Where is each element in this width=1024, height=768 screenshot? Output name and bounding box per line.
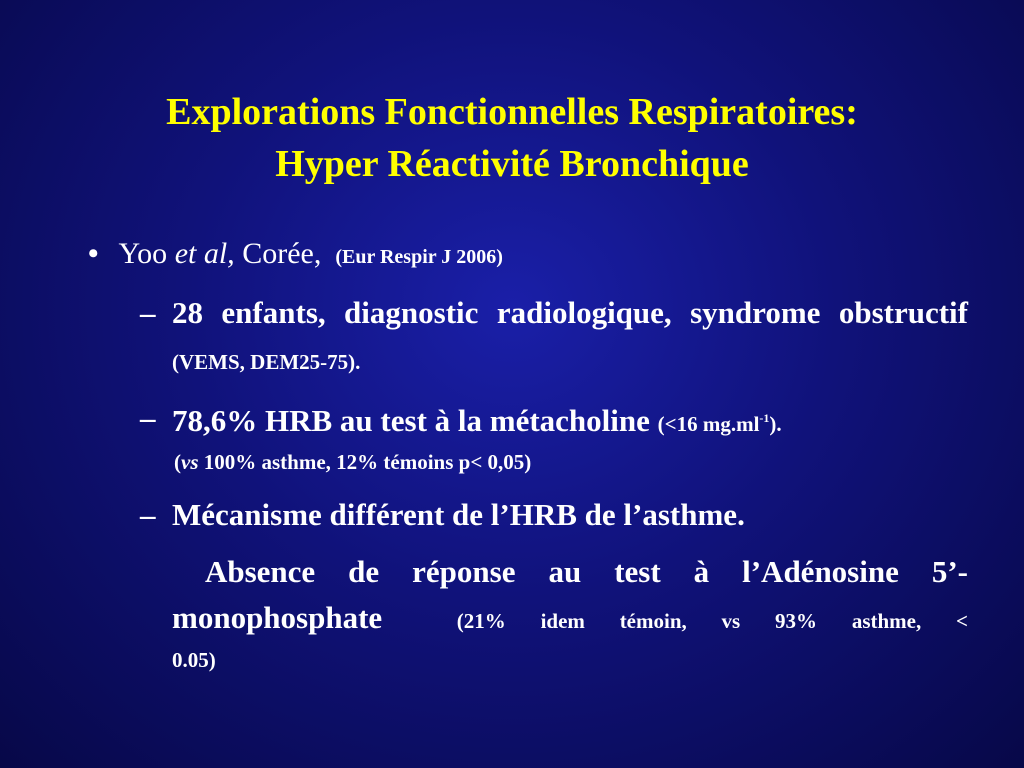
sub-item-mechanism [140, 492, 968, 538]
vs-text: vs [181, 450, 199, 474]
author-name: Yoo [118, 237, 168, 270]
paragraph-note: (21% idem témoin, vs 93% asthme, < [456, 609, 968, 633]
note-sup: -1 [759, 411, 770, 425]
title-line-1: Explorations Fonctionnelles Respiratoires: [166, 91, 858, 133]
sub-item-text: 78,6% HRB au test à la métacholine [172, 403, 650, 438]
paragraph-line-3: 0.05) [172, 648, 216, 672]
et-al: et al, [174, 237, 235, 270]
note-pre: (<16 mg.ml [657, 412, 760, 436]
paragraph-line-2 [172, 595, 968, 644]
country: Corée, [242, 237, 322, 270]
paragraph-line-1 [172, 549, 968, 595]
sub-item-text: Mécanisme différent de l’HRB de l’asthme. [172, 497, 745, 532]
dash-marker: – [140, 400, 156, 435]
bullet-study-citation [88, 232, 503, 279]
bullet-marker: • [88, 237, 99, 270]
adenosine-paragraph [172, 549, 968, 676]
sub-item-hrb [140, 395, 968, 447]
sub-item-note: (VEMS, DEM25-75). [172, 350, 361, 374]
dash-marker: – [140, 295, 156, 330]
paren-open: ( [174, 450, 181, 474]
paragraph-line-1-text: Absence de réponse au test à l’Adénosine 5’- [204, 554, 968, 589]
sub-item-text: 28 enfants, diagnostic radiologique, syndrome obstructif [172, 295, 968, 330]
comparison-text: 100% asthme, 12% témoins p< 0,05) [198, 450, 532, 474]
sub-item-children [140, 290, 968, 385]
note-post: ). [769, 412, 782, 436]
title-line-2: Hyper Réactivité Bronchique [275, 143, 749, 185]
dash-marker: – [140, 497, 156, 532]
monophosphate-text: monophosphate [172, 600, 383, 635]
sub-item-note [658, 412, 782, 436]
journal-reference: (Eur Respir J 2006) [335, 246, 503, 268]
sub-item-comparison [174, 446, 531, 478]
